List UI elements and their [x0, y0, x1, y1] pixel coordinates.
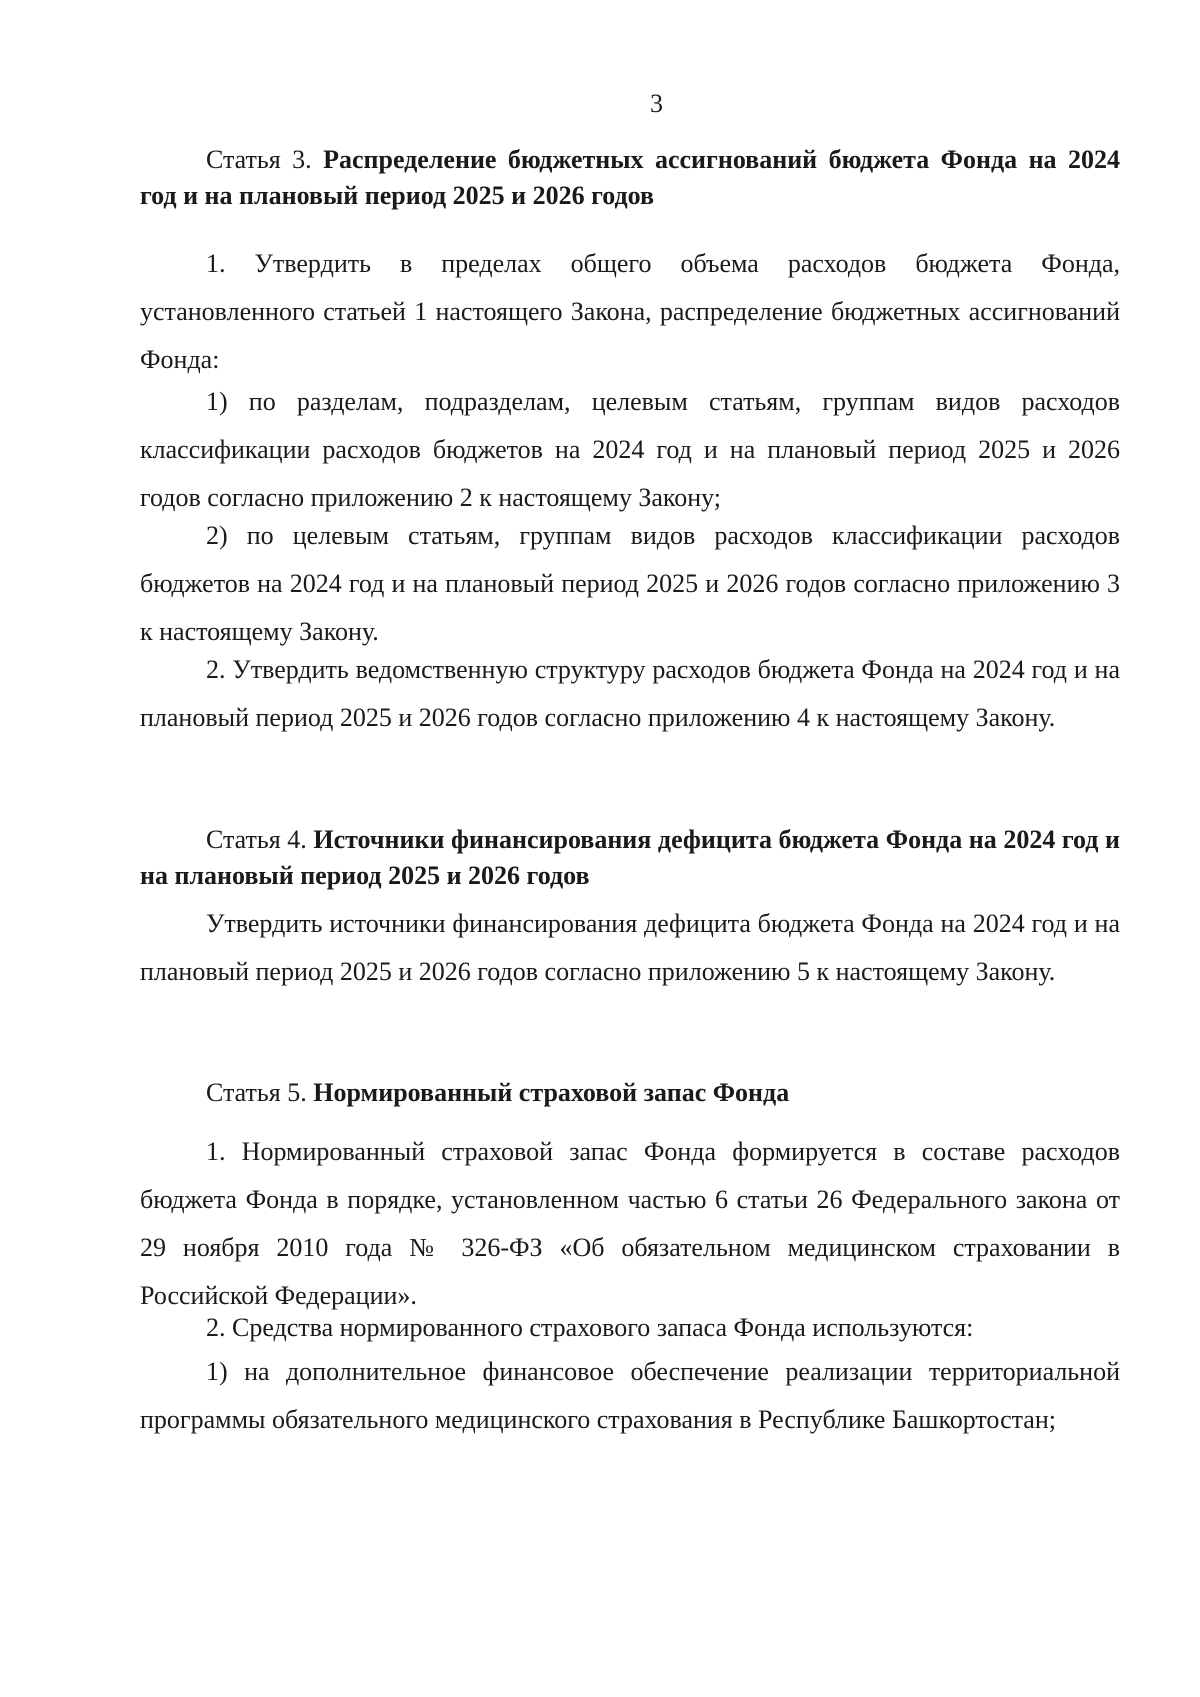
article-5-paragraph-2: 2. Средства нормированного страхового запаса Фонда используются:: [206, 1313, 974, 1342]
article-3-title-text: Распределение бюджетных ассигнований бюджета Фонда на 2024 год и на плановый период 2025 и 2026 годов: [140, 145, 1120, 210]
article-4-heading: [140, 822, 1120, 894]
article-3-title: [140, 142, 1120, 214]
article-3-paragraph-1-item-2: 2) по целевым статьям, группам видов расходов классификации расходов бюджетов на 2024 год и на плановый период 2025 и 2026 годов согласно приложению 3 к настоящему Закону.: [140, 521, 1120, 646]
article-3-paragraph-2: 2. Утвердить ведомственную структуру расходов бюджета Фонда на 2024 год и на плановый период 2025 и 2026 годов согласно приложению 4 к настоящему Закону.: [140, 655, 1120, 732]
article-5-paragraph-2-item-1: 1) на дополнительное финансовое обеспечение реализации территориальной программы обязательного медицинского страхования в Республике Башкортостан;: [140, 1357, 1120, 1434]
article-4-prefix: Статья 4.: [206, 825, 307, 854]
article-5-title: [140, 1075, 1120, 1111]
article-4-title-text: Источники финансирования дефицита бюджета Фонда на 2024 год и на плановый период 2025 и 2026 годов: [140, 825, 1120, 890]
page-number: 3: [650, 89, 663, 118]
article-5-title-text: Нормированный страховой запас Фонда: [313, 1078, 790, 1107]
article-3-paragraph-1: 1. Утвердить в пределах общего объема расходов бюджета Фонда, установленного статьей 1 настоящего Закона, распределение бюджетных ассигнований Фонда:: [140, 249, 1120, 374]
article-3-prefix: Статья 3.: [206, 145, 312, 174]
article-5-paragraph-1: 1. Нормированный страховой запас Фонда формируется в составе расходов бюджета Фонда в порядке, установленном частью 6 статьи 26 Федерального закона от 29 ноября 2010 года № 326-ФЗ «Об обязательном медицинском страховании в Российской Федерации».: [140, 1137, 1120, 1310]
article-5-prefix: Статья 5.: [206, 1078, 307, 1107]
article-5-heading: [140, 1075, 1120, 1111]
article-3-heading: [140, 142, 1120, 214]
article-3-paragraph-1-item-1: 1) по разделам, подразделам, целевым статьям, группам видов расходов классификации расходов бюджетов на 2024 год и на плановый период 2025 и 2026 годов согласно приложению 2 к настоящему Закону;: [140, 387, 1120, 512]
article-4-paragraph-1: Утвердить источники финансирования дефицита бюджета Фонда на 2024 год и на плановый период 2025 и 2026 годов согласно приложению 5 к настоящему Закону.: [140, 909, 1120, 986]
article-4-title: [140, 822, 1120, 894]
